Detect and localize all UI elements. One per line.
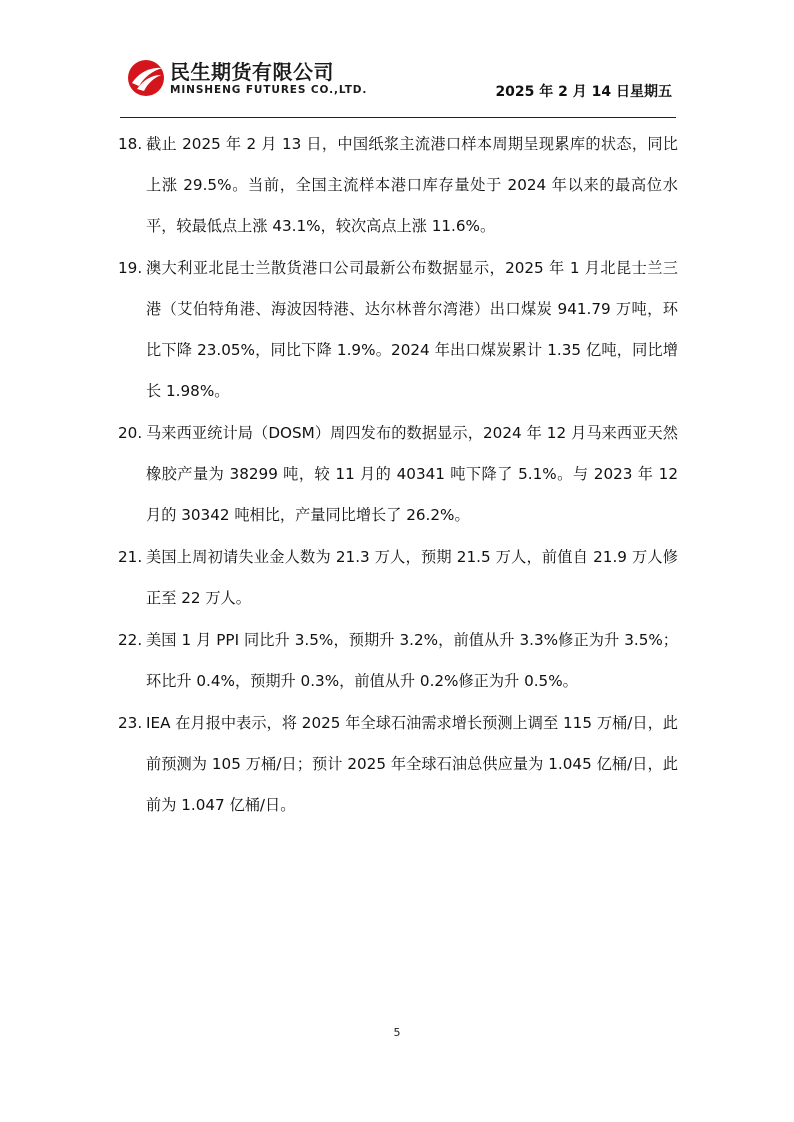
list-item <box>118 248 678 412</box>
news-list <box>118 124 678 827</box>
item-text: 截止 2025 年 2 月 13 日，中国纸浆主流港口样本周期呈现累库的状态，同比上涨 29.5%。当前，全国主流样本港口库存量处于 2024 年以来的最高位水平，较最低点上涨 43.1%，较次高点上涨 11.6%。 <box>146 135 678 235</box>
list-item <box>118 620 678 702</box>
list-item <box>118 124 678 247</box>
company-logo <box>126 56 366 102</box>
item-number: 23. <box>118 714 143 732</box>
page-number: 5 <box>393 1026 401 1039</box>
item-text: 澳大利亚北昆士兰散货港口公司最新公布数据显示，2025 年 1 月北昆士兰三港（艾伯特角港、海波因特港、达尔林普尔湾港）出口煤炭 941.79 万吨，环比下降 23.05%，同比下降 1.9%。2024 年出口煤炭累计 1.35 亿吨，同比增长 1.98%。 <box>146 259 678 400</box>
list-item <box>118 413 678 536</box>
list-item <box>118 537 678 619</box>
item-text: 马来西亚统计局（DOSM）周四发布的数据显示，2024 年 12 月马来西亚天然橡胶产量为 38299 吨，较 11 月的 40341 吨下降了 5.1%。与 2023 年 12 月的 30342 吨相比，产量同比增长了 26.2%。 <box>146 424 678 524</box>
item-text: IEA 在月报中表示，将 2025 年全球石油需求增长预测上调至 115 万桶/日，此前预测为 105 万桶/日；预计 2025 年全球石油总供应量为 1.045 亿桶/日，此前为 1.047 亿桶/日。 <box>146 714 678 814</box>
company-name-cn: 民生期货有限公司 <box>170 60 334 84</box>
page-header <box>120 52 676 118</box>
item-number: 22. <box>118 631 143 649</box>
minsheng-logo-icon <box>126 58 166 98</box>
company-name-en: MINSHENG FUTURES CO.,LTD. <box>170 84 368 96</box>
list-item <box>118 703 678 826</box>
item-number: 19. <box>118 259 143 277</box>
item-text: 美国 1 月 PPI 同比升 3.5%，预期升 3.2%，前值从升 3.3%修正为升 3.5%；环比升 0.4%，预期升 0.3%，前值从升 0.2%修正为升 0.5%。 <box>146 631 678 690</box>
item-number: 20. <box>118 424 143 442</box>
item-text: 美国上周初请失业金人数为 21.3 万人，预期 21.5 万人，前值自 21.9 万人修正至 22 万人。 <box>146 548 678 607</box>
item-number: 21. <box>118 548 143 566</box>
report-date: 2025 年 2 月 14 日星期五 <box>495 84 672 100</box>
header-divider <box>120 117 676 118</box>
item-number: 18. <box>118 135 143 153</box>
